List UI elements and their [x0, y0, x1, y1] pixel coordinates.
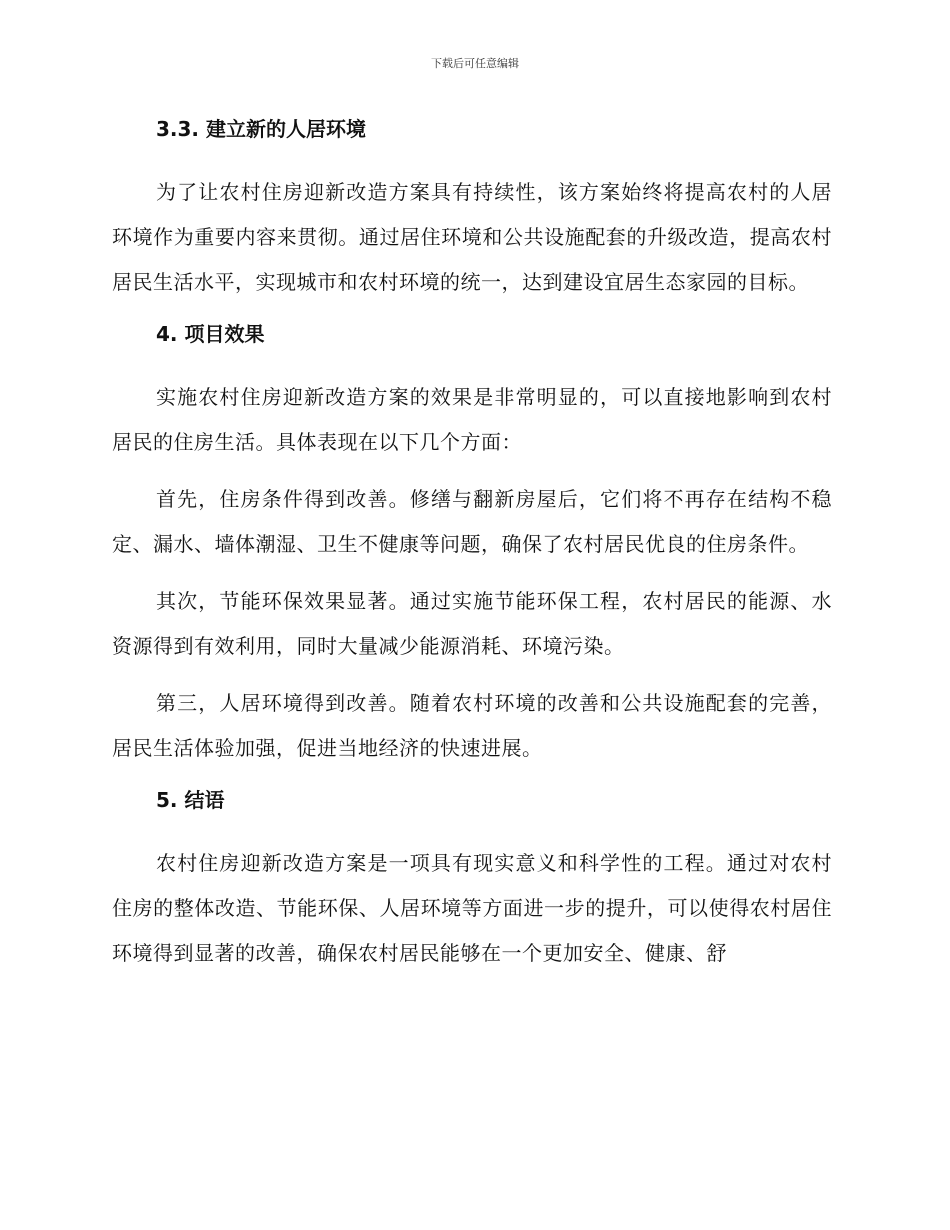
section-heading-3-3: 3.3. 建立新的人居环境: [156, 117, 366, 141]
header-note: 下载后可任意编辑: [431, 57, 519, 70]
section-heading-4: 4. 项目效果: [156, 322, 265, 346]
section-heading-5: 5. 结语: [156, 788, 225, 812]
paragraph: 为了让农村住房迎新改造方案具有持续性，该方案始终将提高农村的人居环境作为重要内容来贯彻。通过居住环境和公共设施配套的升级改造，提高农村居民生活水平，实现城市和农村环境的统一，达到建设宜居生态家园的目标。: [112, 180, 832, 294]
paragraph: 其次，节能环保效果显著。通过实施节能环保工程，农村居民的能源、水资源得到有效利用，同时大量减少能源消耗、环境污染。: [112, 589, 832, 658]
paragraph: 实施农村住房迎新改造方案的效果是非常明显的，可以直接地影响到农村居民的住房生活。具体表现在以下几个方面：: [112, 385, 832, 454]
paragraph: 农村住房迎新改造方案是一项具有现实意义和科学性的工程。通过对农村住房的整体改造、节能环保、人居环境等方面进一步的提升，可以使得农村居住环境得到显著的改善，确保农村居民能够在一个更加安全、健康、舒: [112, 851, 832, 965]
paragraph: 第三，人居环境得到改善。随着农村环境的改善和公共设施配套的完善，居民生活体验加强，促进当地经济的快速进展。: [112, 691, 832, 760]
paragraph: 首先，住房条件得到改善。修缮与翻新房屋后，它们将不再存在结构不稳定、漏水、墙体潮湿、卫生不健康等问题，确保了农村居民优良的住房条件。: [112, 487, 832, 556]
document-body: [112, 112, 832, 988]
